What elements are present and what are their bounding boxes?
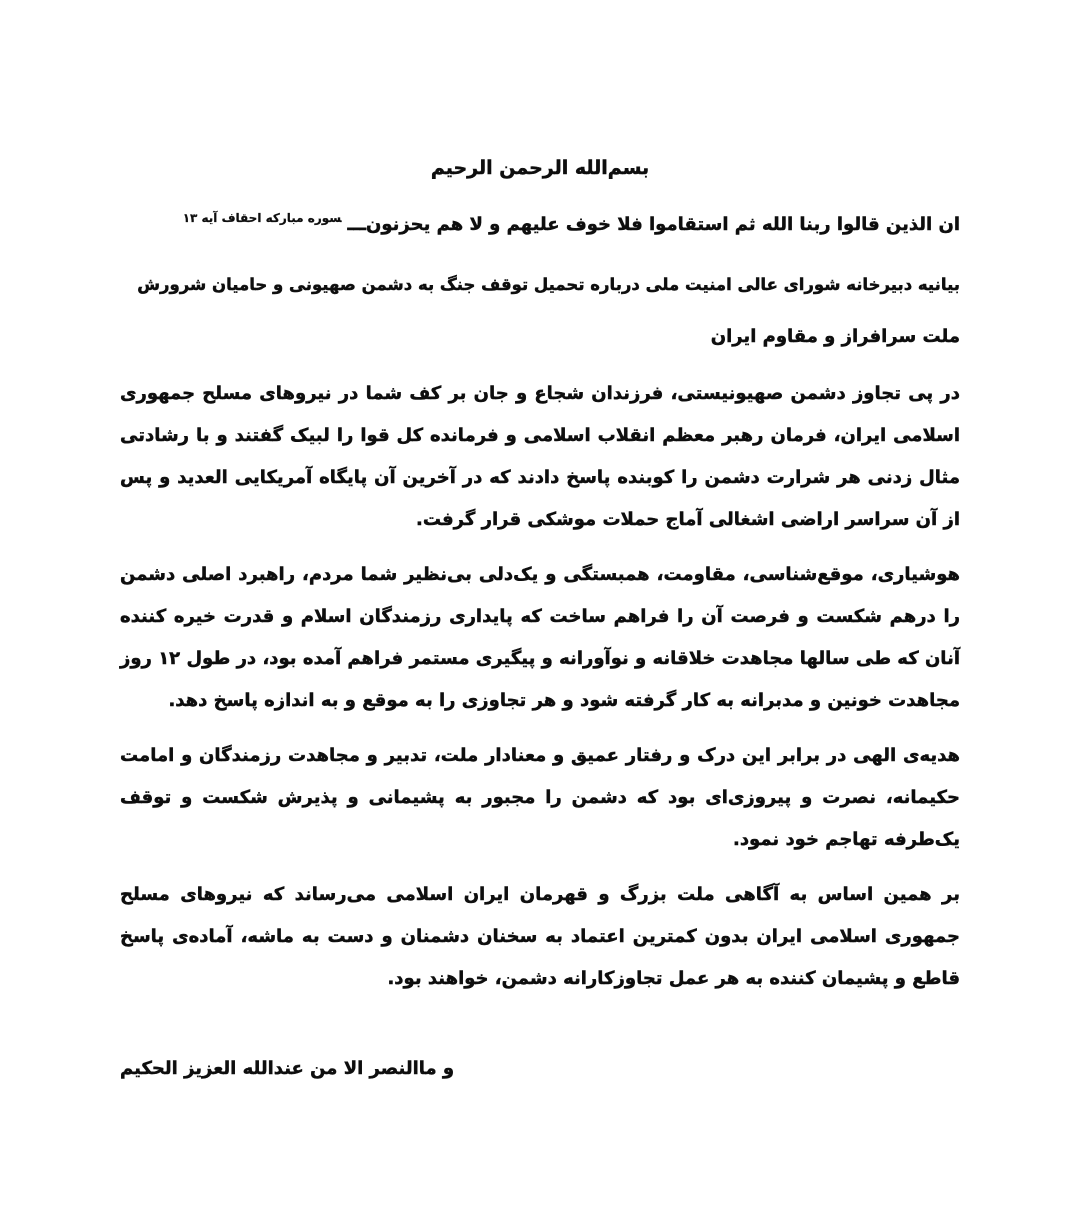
body-paragraph-1: در پی تجاوز دشمن صهیونیستی، فرزندان شجاع و جان بر کف شما در نیروهای مسلح جمهوری اسلامی ایران، فرمان رهبر معظم انقلاب اسلامی و فرمانده کل قوا را لبیک گفتند و با رشادتی مثال زدنی هر شرارت دشمن را کوبنده پاسخ دادند که در آخرین آن پایگاه آمریکایی العدید و پس از آن سراسر اراضی اشغالی آماج حملات موشکی قرار گرفت.: [120, 383, 960, 530]
body-paragraph-3: هدیه‌ی الهی در برابر این درک و رفتار عمیق و معنادار ملت، تدبیر و مجاهدت رزمندگان و امامت حکیمانه، نصرت و پیروزی‌ای بود که دشمن را مجبور به پشیمانی و پذیرش شکست و توقف یک‌طرفه تهاجم خود نمود.: [120, 745, 960, 850]
quran-verse-line: [120, 197, 960, 246]
basmala-heading: بسم‌الله الرحمن الرحیم: [430, 157, 650, 179]
closing-benediction: و ماالنصر الا من عندالله العزیز الحکیم: [120, 1058, 455, 1079]
statement-title: بیانیه دبیرخانه شورای عالی امنیت ملی درباره تحمیل توقف جنگ به دشمن صهیونی و حامیان شرورش: [137, 275, 960, 294]
verse-text: ان الذین قالوا ربنا الله ثم استقاموا فلا خوف علیهم و لا هم یحزنون: [366, 214, 960, 235]
body-paragraph-2: هوشیاری، موقع‌شناسی، مقاومت، همبستگی و یک‌دلی بی‌نظیر شما مردم، راهبرد اصلی دشمن را درهم شکست و فرصت آن را فراهم ساخت که پایداری رزمندگان اسلام و قدرت خیره کننده آنان که طی سالها مجاهدت خلاقانه و نوآورانه و پیگیری مستمر فراهم آمده بود، در طول ۱۲ روز مجاهدت خونین و مدبرانه به کار گرفته شود و هر تجاوزی را به موقع و به اندازه پاسخ دهد.: [120, 564, 960, 711]
verse-dash: ‌ـــ: [347, 214, 366, 235]
verse-citation: سوره مبارکه احقاف آیه ۱۳: [182, 211, 342, 225]
body-paragraph-4: بر همین اساس به آگاهی ملت بزرگ و قهرمان ایران اسلامی می‌رساند که نیروهای مسلح جمهوری اسلامی ایران بدون کمترین اعتماد به سخنان دشمنان و دست به ماشه، آماده‌ی پاسخ قاطع و پشیمان کننده به هر عمل تجاوزکارانه دشمن، خواهند بود.: [120, 884, 960, 989]
salutation-line: ملت سرافراز و مقاوم ایران: [710, 326, 960, 347]
